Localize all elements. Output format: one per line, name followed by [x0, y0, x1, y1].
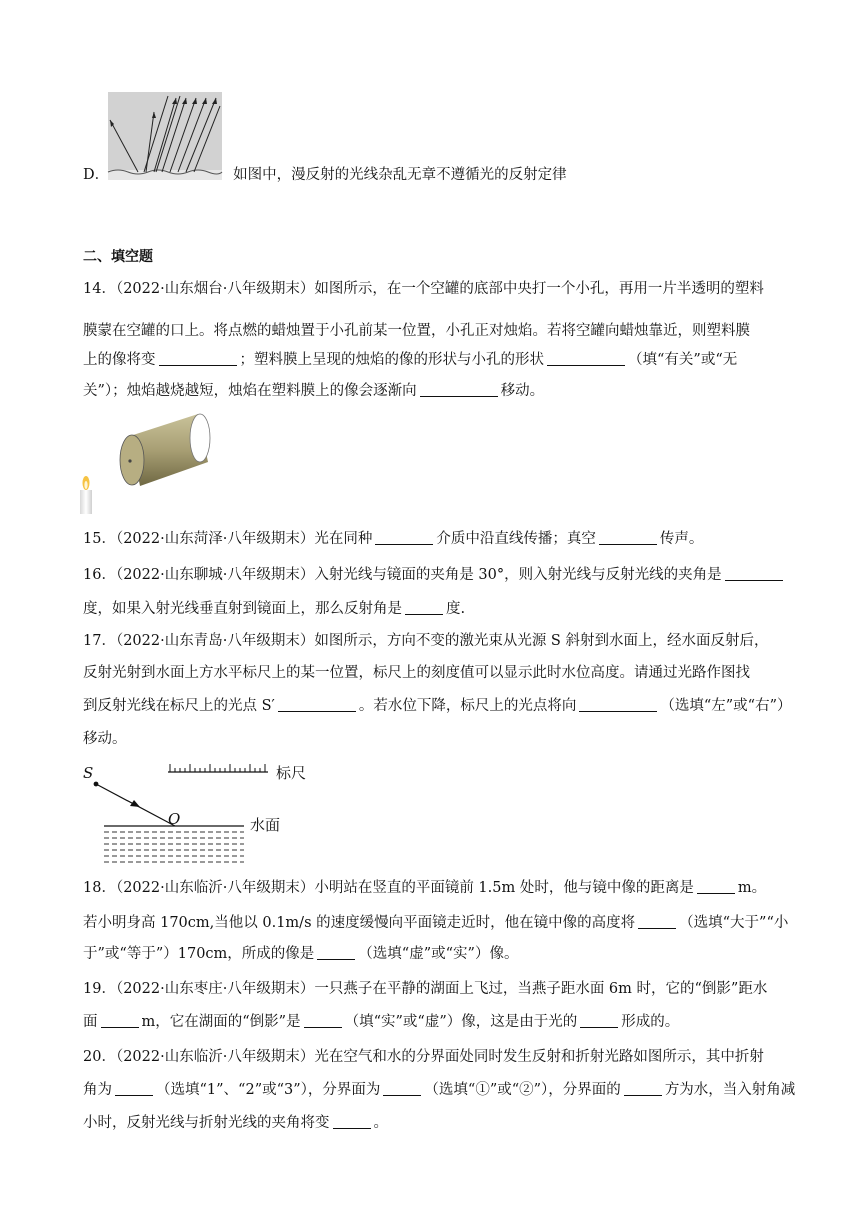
answer-blank[interactable] [101, 1012, 139, 1028]
answer-blank[interactable] [580, 1012, 618, 1028]
q14-line3: 上的像将变 ；塑料膜上呈现的烛焰的像的形状与小孔的形状 （填“有关”或“无 [83, 352, 738, 368]
q18-line2: 若小明身高 170cm,当他以 0.1m/s 的速度缓慢向平面镜走近时，他在镜中像的高度将 （选填“大于”“小 [83, 915, 789, 931]
q18-line1: 18．（2022·山东临沂·八年级期末）小明站在竖直的平面镜前 1.5m 处时，他与镜中像的距离是 m。 [83, 880, 767, 896]
label-s: S [83, 764, 94, 782]
q14-line2: 膜蒙在空罐的口上。将点燃的蜡烛置于小孔前某一位置，小孔正对烛焰。若将空罐向蜡烛靠近，则塑料膜 [83, 323, 750, 339]
answer-blank[interactable] [725, 565, 783, 581]
answer-blank[interactable] [697, 878, 735, 894]
laser-water-figure [80, 760, 307, 868]
answer-blank[interactable] [547, 350, 625, 366]
answer-blank[interactable] [405, 599, 443, 615]
answer-blank[interactable] [383, 1080, 421, 1096]
answer-blank[interactable] [333, 1113, 371, 1129]
answer-blank[interactable] [420, 381, 498, 397]
answer-blank[interactable] [317, 944, 355, 960]
answer-blank[interactable] [599, 529, 657, 545]
answer-blank[interactable] [115, 1080, 153, 1096]
answer-blank[interactable] [159, 350, 237, 366]
q19-line2: 面 m，它在湖面的“倒影”是 （填“实”或“虚”）像，这是由于光的 形成的。 [83, 1014, 680, 1030]
answer-blank[interactable] [579, 696, 657, 712]
q20-line2: 角为 （选填“1”、“2”或“3”），分界面为 （选填“①”或“②”），分界面的 方为水，当入射角减 [83, 1082, 796, 1098]
label-water: 水面 [250, 816, 281, 834]
section-title: 二、填空题 [83, 249, 153, 265]
q16-line2: 度，如果入射光线垂直射到镜面上，那么反射角是 度. [83, 601, 466, 617]
q17-line3: 到反射光线在标尺上的光点 S′ 。若水位下降，标尺上的光点将向 （选填“左”或“右”） [83, 698, 792, 714]
q17-line2: 反射光射到水面上方水平标尺上的某一位置，标尺上的刻度值可以显示此时水位高度。请通过光路作图找 [83, 665, 750, 681]
q18-line3: 于”或“等于”）170cm，所成的像是 （选填“虚”或“实”）像。 [83, 946, 519, 962]
option-d-text: 如图中，漫反射的光线杂乱无章不遵循光的反射定律 [233, 167, 567, 183]
answer-blank[interactable] [624, 1080, 662, 1096]
q14-line1: 14．（2022·山东烟台·八年级期末）如图所示，在一个空罐的底部中央打一个小孔，再用一片半透明的塑料 [83, 281, 764, 297]
label-o: O [168, 810, 181, 828]
option-d-label: D． [83, 167, 110, 183]
q14-line4: 关”）；烛焰越烧越短，烛焰在塑料膜上的像会逐渐向 移动。 [83, 383, 545, 399]
answer-blank[interactable] [375, 529, 433, 545]
q20-line1: 20．（2022·山东临沂·八年级期末）光在空气和水的分界面处同时发生反射和折射光路如图所示，其中折射 [83, 1049, 764, 1065]
q17-line4: 移动。 [83, 731, 127, 747]
pinhole-can-figure [78, 410, 218, 516]
q15: 15．（2022·山东菏泽·八年级期末）光在同种 介质中沿直线传播；真空 传声。 [83, 531, 704, 547]
q17-line1: 17．（2022·山东青岛·八年级期末）如图所示，方向不变的激光束从光源 S 斜射到水面上，经水面反射后， [83, 633, 769, 649]
q16-line1: 16．（2022·山东聊城·八年级期末）入射光线与镜面的夹角是 30°，则入射光线与反射光线的夹角是 [83, 565, 786, 585]
option-d [83, 165, 567, 185]
q20-line3: 小时，反射光线与折射光线的夹角将变 。 [83, 1115, 388, 1131]
q19-line1: 19．（2022·山东枣庄·八年级期末）一只燕子在平静的湖面上飞过，当燕子距水面 6m 时，它的“倒影”距水 [83, 981, 768, 997]
answer-blank[interactable] [304, 1012, 342, 1028]
answer-blank[interactable] [638, 913, 676, 929]
label-ruler: 标尺 [276, 764, 307, 782]
answer-blank[interactable] [278, 696, 356, 712]
